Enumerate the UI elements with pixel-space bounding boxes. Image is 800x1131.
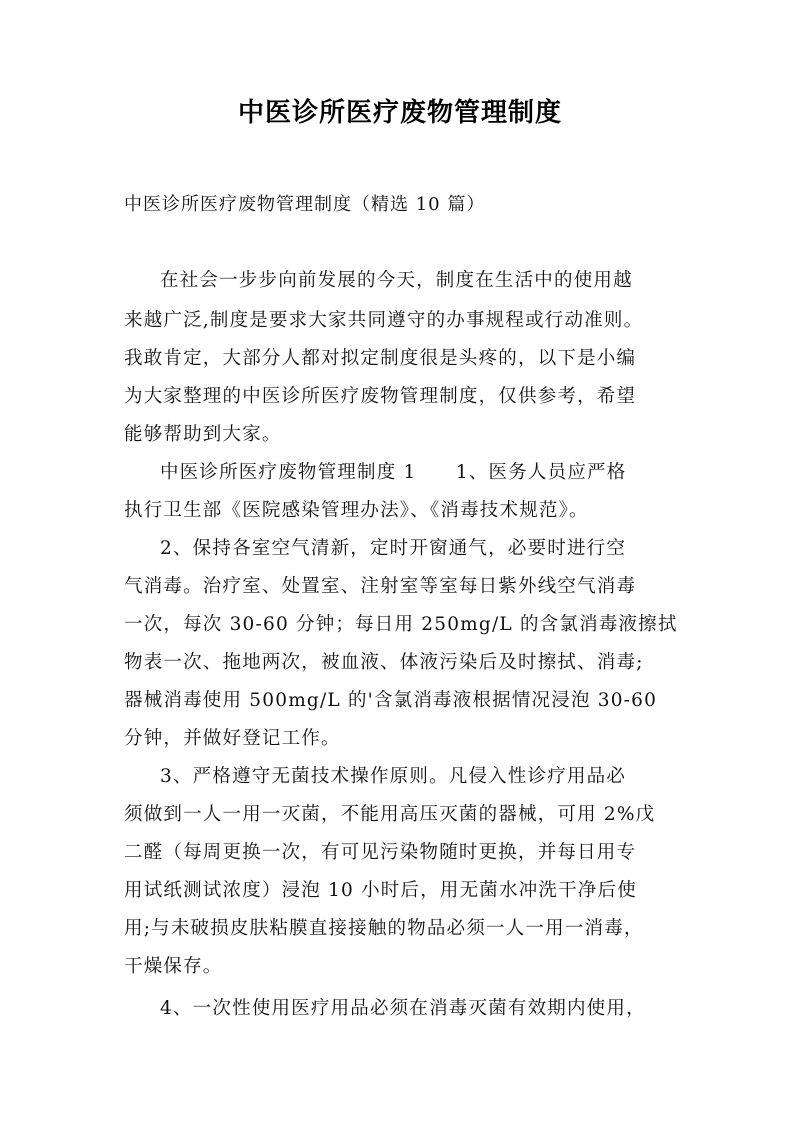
- paragraph-line: 用;与未破损皮肤粘膜直接接触的物品必须一人一用一消毒，: [124, 918, 644, 939]
- paragraph-line: 为大家整理的中医诊所医疗废物管理制度，仅供参考，希望: [124, 386, 637, 407]
- paragraph-line: 用试纸测试浓度）浸泡 10 小时后，用无菌水冲洗干净后使: [124, 880, 637, 901]
- document-subtitle: 中医诊所医疗废物管理制度（精选 10 篇）: [124, 194, 486, 215]
- paragraph-line: 一次，每次 30-60 分钟；每日用 250mg/L 的含氯消毒液擦拭: [124, 614, 678, 635]
- paragraph-line: 在社会一步步向前发展的今天，制度在生活中的使用越: [160, 270, 633, 291]
- paragraph-line: 中医诊所医疗废物管理制度 1 1、医务人员应严格: [160, 462, 627, 483]
- paragraph-line: 执行卫生部《医院感染管理办法》、《消毒技术规范》。: [124, 500, 589, 521]
- paragraph-line: 物表一次、拖地两次，被血液、体液污染后及时擦拭、消毒;: [124, 652, 644, 673]
- document-title: 中医诊所医疗废物管理制度: [237, 98, 562, 128]
- paragraph-line: 来越广泛,制度是要求大家共同遵守的办事规程或行动准则。: [124, 310, 644, 331]
- paragraph-line: 4、一次性使用医疗用品必须在消毒灭菌有效期内使用，: [160, 998, 646, 1019]
- paragraph-line: 我敢肯定，大部分人都对拟定制度很是头疼的，以下是小编: [124, 348, 637, 369]
- paragraph-line: 二醛（每周更换一次，有可见污染物随时更换，并每日用专: [124, 842, 637, 863]
- paragraph-line: 气消毒。治疗室、处置室、注射室等室每日紫外线空气消毒: [124, 576, 637, 597]
- paragraph-line: 3、严格遵守无菌技术操作原则。凡侵入性诊疗用品必: [160, 766, 627, 787]
- paragraph-line: 器械消毒使用 500mg/L 的'含氯消毒液根据情况浸泡 30-60: [124, 690, 658, 711]
- paragraph-line: 2、保持各室空气清新，定时开窗通气，必要时进行空: [160, 538, 627, 559]
- paragraph-line: 须做到一人一用一灭菌，不能用高压灭菌的器械，可用 2%戊: [124, 804, 656, 825]
- paragraph-line: 干燥保存。: [124, 956, 223, 977]
- paragraph-line: 分钟，并做好登记工作。: [124, 728, 341, 749]
- paragraph-line: 能够帮助到大家。: [124, 424, 282, 445]
